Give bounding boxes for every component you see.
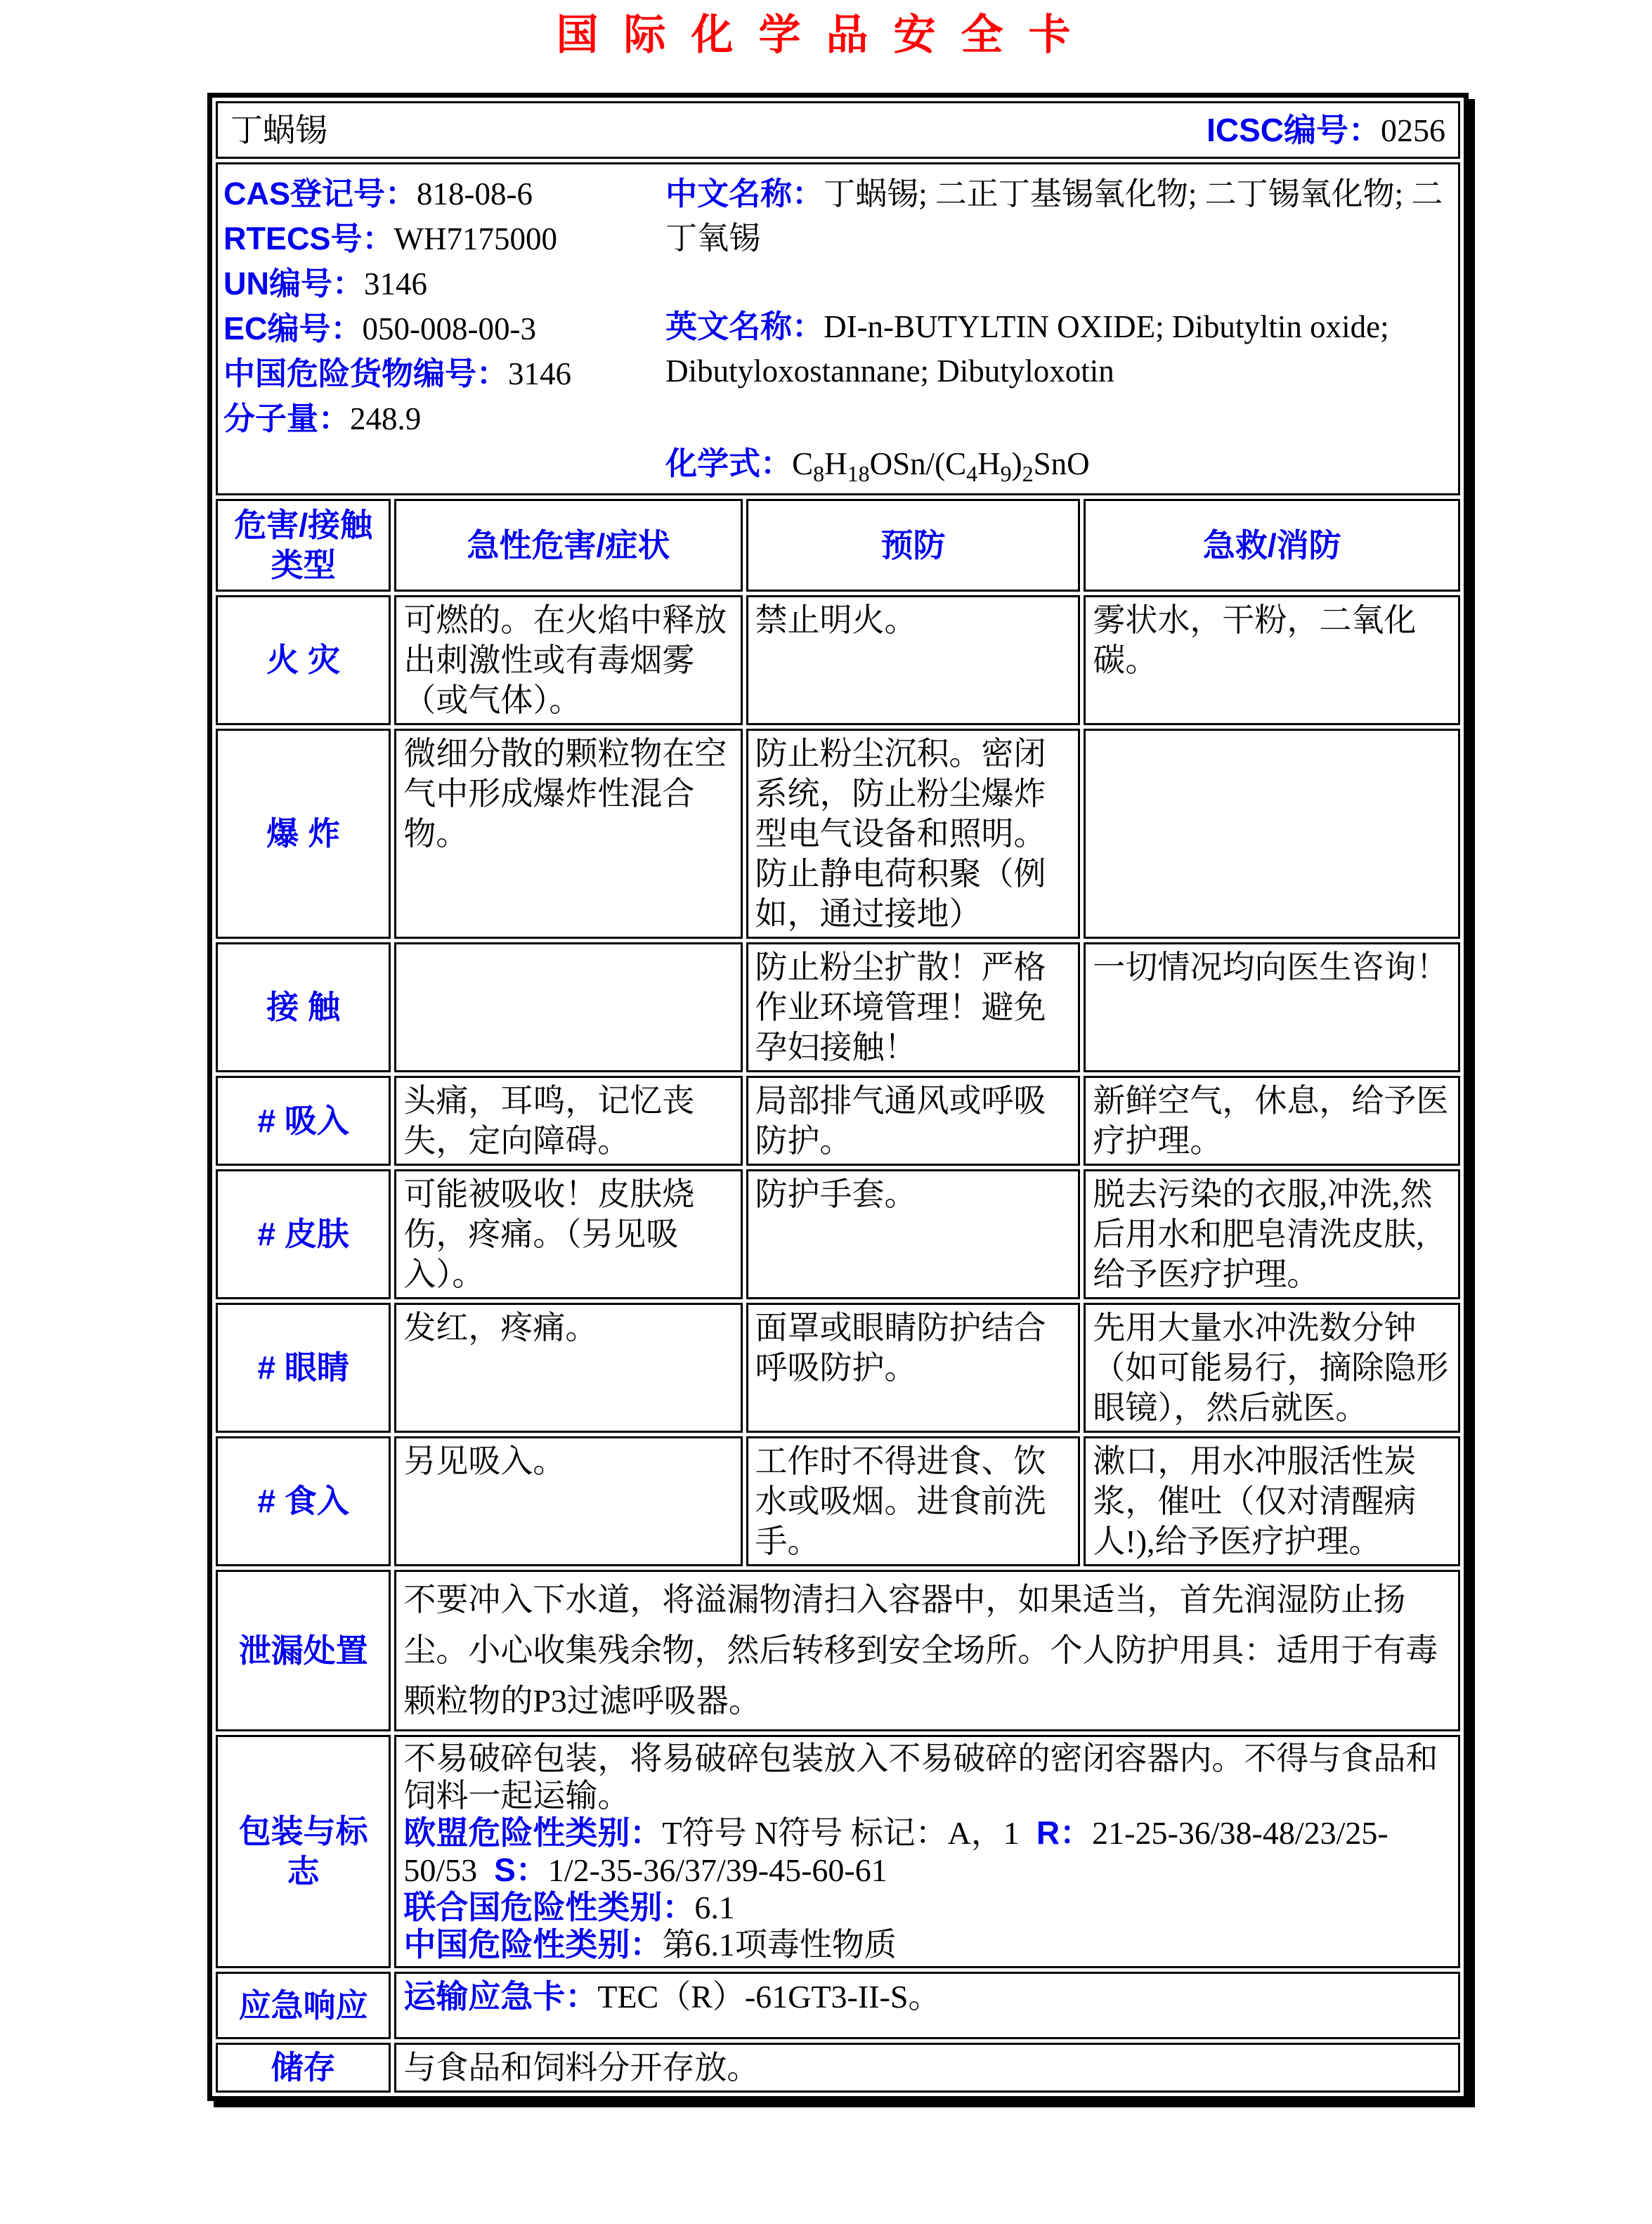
ingestion-label: # 食入 [216,1436,391,1566]
storage-text: 与食品和饲料分开存放。 [394,2043,1460,2093]
formula-line [665,441,1454,486]
cas-label: CAS登记号： [223,176,417,212]
contact-firstaid: 一切情况均向医生咨询！ [1084,942,1460,1072]
fire-row [216,595,1460,725]
un-class-value: 6.1 [694,1890,735,1925]
eu-class-label: 欧盟危险性类别： [403,1814,663,1851]
page-title: 国际化学品安全卡 [556,11,1096,58]
eyes-prevention: 面罩或眼睛防护结合呼吸防护。 [746,1303,1081,1433]
ingestion-row [216,1436,1460,1566]
cas-number-line [223,171,665,216]
registry-numbers [222,171,665,486]
china-dg-value: 3146 [508,356,572,391]
china-dg-number-line [223,351,665,396]
header-firstaid: 急救/消防 [1084,499,1460,592]
icsc-number-group [1207,110,1445,150]
contact-row [216,942,1460,1072]
name-flex [225,106,1451,154]
inhalation-symptoms: 头痛，耳鸣，记忆丧失，定向障碍。 [394,1076,742,1166]
name-row [216,101,1460,159]
molweight-line [223,396,665,441]
icsc-number: 0256 [1381,112,1445,148]
ec-value: 050-008-00-3 [362,311,536,346]
eyes-symptoms: 发红，疼痛。 [394,1303,742,1433]
explosion-symptoms: 微细分散的颗粒物在空气中形成爆炸性混合物。 [394,729,742,939]
storage-row [216,2043,1460,2093]
name-cell [216,101,1460,159]
un-label: UN编号： [223,266,364,301]
eyes-label: # 眼睛 [216,1303,391,1433]
info-flex [222,171,1454,486]
packaging-text [394,1735,1460,1968]
chinese-name-value: 丁蜗锡; 二正丁基锡氧化物; 二丁锡氧化物; 二丁氧锡 [665,176,1443,256]
packaging-row [216,1735,1460,1968]
contact-prevention: 防止粉尘扩散！严格作业环境管理！避免孕妇接触！ [746,942,1081,1072]
ingestion-firstaid: 漱口，用水冲服活性炭浆，催吐（仅对清醒病人!),给予医疗护理。 [1084,1436,1460,1566]
ec-label: EC编号： [223,311,363,346]
safety-card [207,93,1469,2101]
eyes-firstaid: 先用大量水冲洗数分钟（如可能易行，摘除隐形眼镜），然后就医。 [1084,1303,1460,1433]
molweight-label: 分子量： [223,401,351,436]
molweight-value: 248.9 [350,401,422,436]
contact-label: 接 触 [216,942,391,1072]
cas-value: 818-08-6 [417,176,533,212]
fire-firstaid: 雾状水，干粉，二氧化碳。 [1084,595,1460,725]
english-name-value: DI-n-BUTYLTIN OXIDE; Dibutyltin oxide; Dibutyloxostannane; Dibutyloxotin [665,309,1389,389]
inhalation-row [216,1076,1460,1166]
emergency-label: 应急响应 [216,1972,391,2039]
skin-symptoms: 可能被吸收！皮肤烧伤，疼痛。（另见吸入）。 [394,1169,742,1299]
inhalation-firstaid: 新鲜空气，休息，给予医疗护理。 [1084,1076,1460,1166]
explosion-prevention: 防止粉尘沉积。密闭系统，防止粉尘爆炸型电气设备和照明。防止静电荷积聚（例如，通过接地） [746,729,1081,939]
un-value: 3146 [364,266,427,301]
tec-card-value: TEC（R）-61GT3-II-S。 [597,1979,941,2015]
s-phrases-value: 1/2-35-36/37/39-45-60-61 [547,1852,887,1888]
fire-prevention: 禁止明火。 [746,595,1081,725]
header-prevention: 预防 [746,499,1081,592]
un-class-label: 联合国危险性类别： [403,1889,695,1925]
eu-class-value: T符号 N符号 标记：A，1 [662,1815,1020,1851]
spill-label: 泄漏处置 [216,1570,391,1731]
explosion-firstaid [1084,729,1460,939]
card-table [212,98,1464,2096]
explosion-row [216,729,1460,939]
skin-label: # 皮肤 [216,1169,391,1299]
un-number-line [223,261,665,306]
inhalation-label: # 吸入 [216,1076,391,1166]
r-phrases-label: R： [1036,1814,1093,1851]
ingestion-symptoms: 另见吸入。 [394,1436,742,1566]
skin-firstaid: 脱去污染的衣服,冲洗,然后用水和肥皂清洗皮肤,给予医疗护理。 [1084,1169,1460,1299]
china-class-label: 中国危险性类别： [403,1926,663,1963]
rtecs-value: WH7175000 [394,221,557,256]
chemical-formula: $C_8H_{18}OSn/(C_4H_9)_2SnO$ [792,446,1090,486]
rtecs-label: RTECS号： [223,221,394,256]
spill-text: 不要冲入下水道，将溢漏物清扫入容器中，如果适当，首先润湿防止扬尘。小心收集残余物，然后转移到安全场所。个人防护用具：适用于有毒颗粒物的P3过滤呼吸器。 [394,1570,1460,1731]
china-class-value: 第6.1项毒性物质 [662,1927,897,1963]
contact-symptoms [394,942,742,1072]
ingestion-prevention: 工作时不得进食、饮水或吸烟。进食前洗手。 [746,1436,1081,1566]
emergency-row [216,1972,1460,2039]
chinese-name-label: 中文名称： [665,176,824,212]
r-phrases-value: 21-25-36/38-48/23/25-50/53 [403,1815,1388,1888]
english-name-label: 英文名称： [665,308,824,344]
ec-number-line [223,306,665,351]
packaging-intro: 不易破碎包装，将易破碎包装放入不易破碎的密闭容器内。不得与食品和饲料一起运输。 [403,1741,1438,1814]
english-name-line [665,304,1454,394]
table-header-row [216,499,1460,592]
chemical-name: 丁蜗锡 [230,112,327,148]
emergency-text [394,1972,1460,2039]
fire-symptoms: 可燃的。在火焰中释放出刺激性或有毒烟雾（或气体）。 [394,595,742,725]
skin-prevention: 防护手套。 [746,1169,1081,1299]
packaging-label: 包装与标志 [216,1735,391,1968]
s-phrases-label: S： [494,1852,548,1888]
storage-label: 储存 [216,2043,391,2093]
info-row [216,162,1460,495]
formula-label: 化学式： [665,446,793,481]
info-cell [216,162,1460,495]
eyes-row [216,1303,1460,1433]
chinese-name-line [665,171,1454,261]
chemical-names [665,171,1454,486]
header-hazard-type: 危害/接触类型 [216,499,391,592]
tec-card-label: 运输应急卡： [403,1978,598,2015]
fire-label: 火 灾 [216,595,391,725]
rtecs-number-line [223,216,665,261]
china-dg-label: 中国危险货物编号： [223,356,509,391]
skin-row [216,1169,1460,1299]
spill-row [216,1570,1460,1731]
explosion-label: 爆 炸 [216,729,391,939]
icsc-label: ICSC编号： [1207,111,1381,148]
inhalation-prevention: 局部排气通风或呼吸防护。 [746,1076,1081,1166]
header-symptoms: 急性危害/症状 [394,499,742,592]
